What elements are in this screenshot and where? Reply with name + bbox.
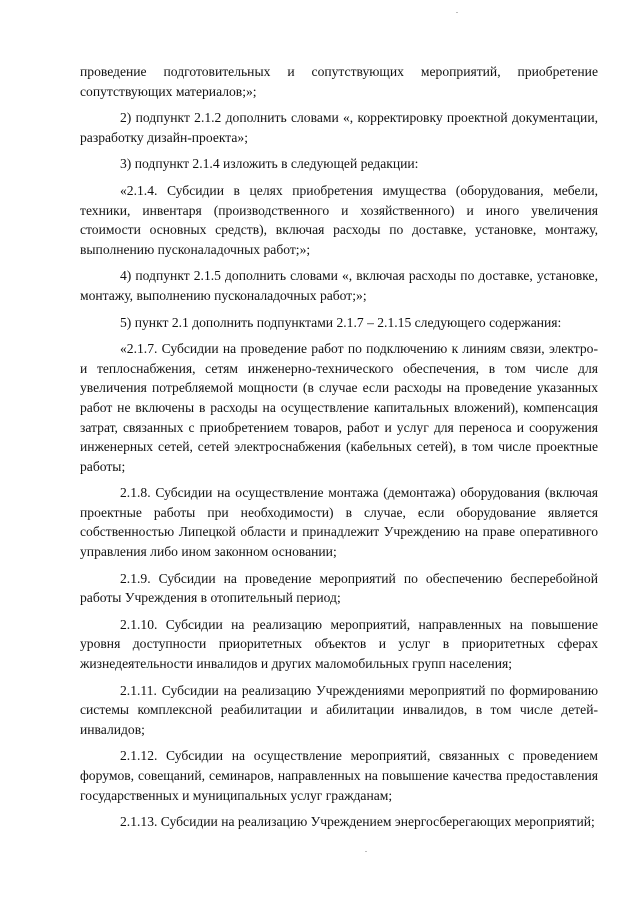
paragraph-2-1-7: «2.1.7. Субсидии на проведение работ по подключению к линиям связи, электро- и теплоснабжения, сетям инженерно-технического обеспечения, в том числе для увеличения потребляемой мощности (в случае если расходы на проведение указанных работ не включены в расходы на осуществление капитальных вложений), компенсация затрат, связанных с приобретением товаров, работ и услуг для переноса и сооружения инженерных сетей, сетей электроснабжения (кабельных сетей), в том числе проектные работы;: [80, 341, 598, 474]
paragraph-2-1-8: 2.1.8. Субсидии на осуществление монтажа (демонтажа) оборудования (включая проектные работы при необходимости) в случае, если оборудование является собственностью Липецкой области и принадлежит Учреждению на праве оперативного управления либо ином законном основании;: [80, 485, 598, 560]
paragraph-item-5: 5) пункт 2.1 дополнить подпунктами 2.1.7 – 2.1.15 следующего содержания:: [120, 314, 562, 330]
paragraph-item-2: 2) подпункт 2.1.2 дополнить словами «, корректировку проектной документации, разработку дизайн-проекта»;: [80, 110, 598, 145]
paragraph-item-4: 4) подпункт 2.1.5 дополнить словами «, включая расходы по доставке, установке, монтажу, выполнению пусконаладочных работ;»;: [80, 268, 598, 303]
paragraph-2-1-13: 2.1.13. Субсидии на реализацию Учреждением энергосберегающих мероприятий;: [120, 814, 595, 830]
scan-speck: [456, 12, 458, 13]
paragraph-2-1-12: 2.1.12. Субсидии на осуществление мероприятий, связанных с проведением форумов, совещаний, семинаров, направленных на повышение качества предоставления государственных и муниципальных услуг гражданам;: [80, 748, 598, 803]
document-page: [80, 62, 598, 839]
paragraph-2-1-10: 2.1.10. Субсидии на реализацию мероприятий, направленных на повышение уровня доступности приоритетных объектов и услуг в приоритетных сферах жизнедеятельности инвалидов и других маломобильных групп населения;: [80, 616, 598, 672]
paragraph-2-1-9: 2.1.9. Субсидии на проведение мероприятий по обеспечению бесперебойной работы Учреждения в отопительный период;: [80, 570, 598, 606]
paragraph-2-1-11: 2.1.11. Субсидии на реализацию Учреждениями мероприятий по формированию системы комплексной реабилитации и абилитации инвалидов, в том числе детей-инвалидов;: [80, 682, 598, 737]
scan-speck: [365, 851, 367, 852]
paragraph-continuation: проведение подготовительных и сопутствующих мероприятий, приобретение сопутствующих материалов;»;: [80, 64, 598, 99]
paragraph-item-3: 3) подпункт 2.1.4 изложить в следующей редакции:: [120, 156, 419, 172]
paragraph-2-1-4: «2.1.4. Субсидии в целях приобретения имущества (оборудования, мебели, техники, инвентаря (производственного и хозяйственного) и иного увеличения стоимости основных средств), включая расходы по доставке, установке, монтажу, выполнению пусконаладочных работ;»;: [80, 182, 598, 257]
